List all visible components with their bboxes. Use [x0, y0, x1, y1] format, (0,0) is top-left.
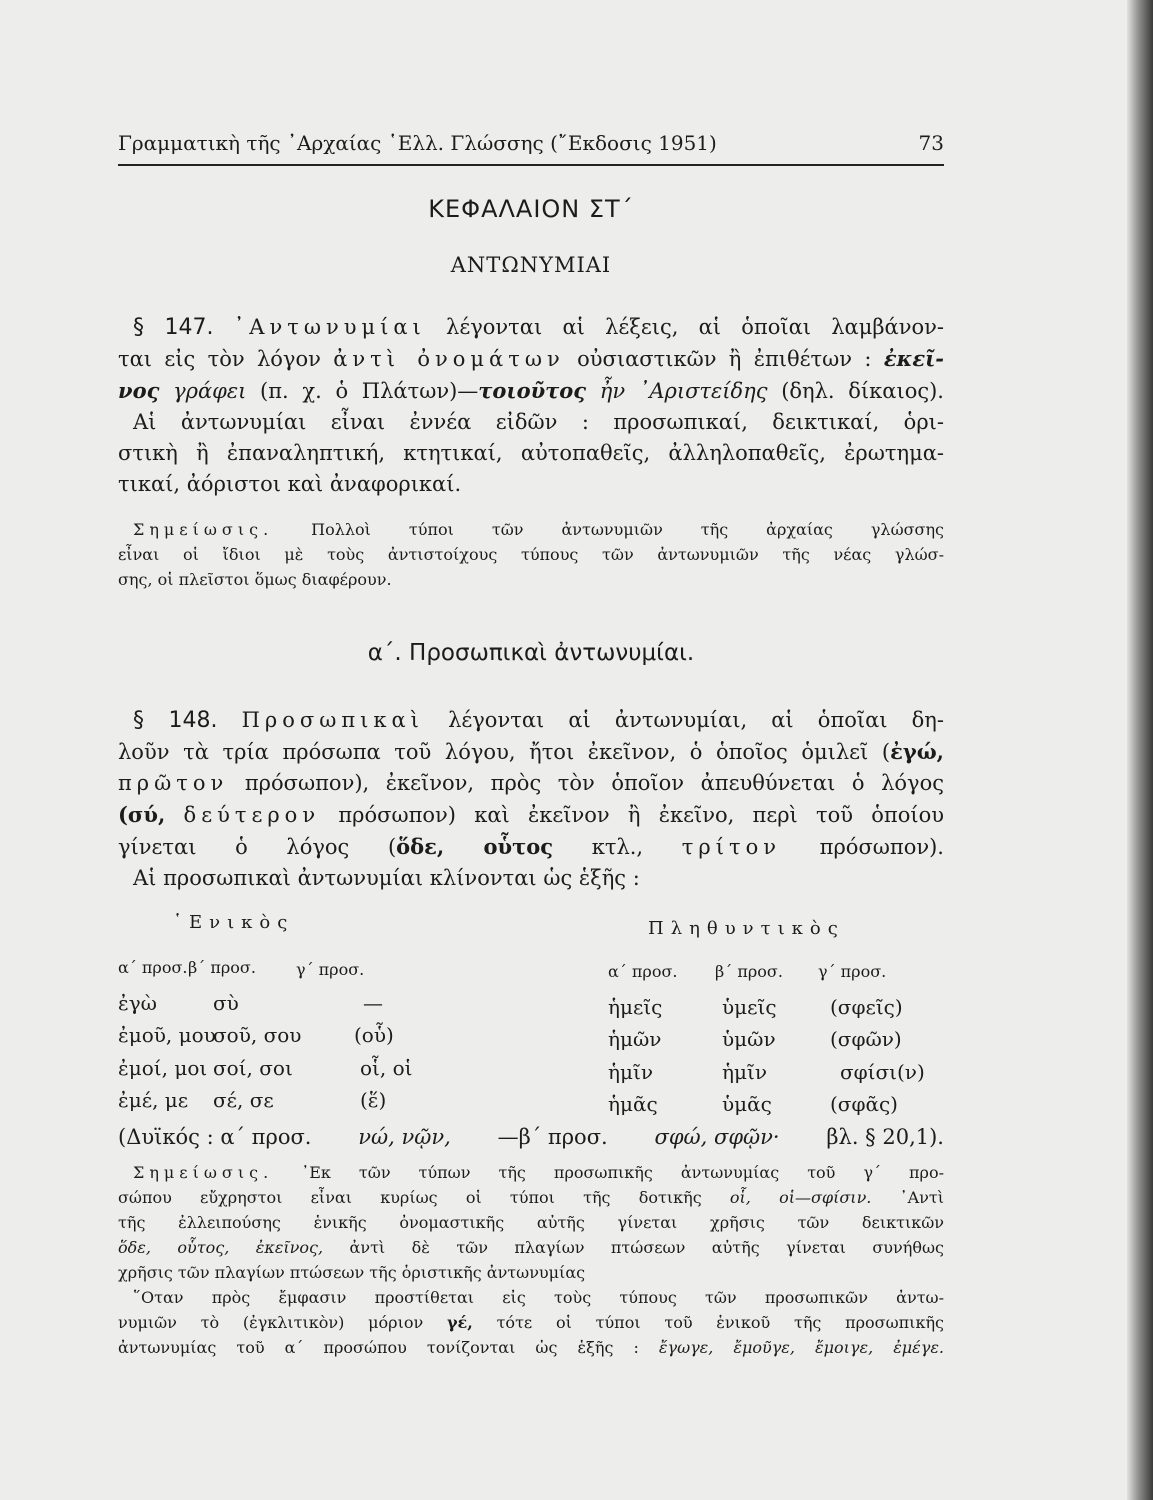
italic-span: ἦν ᾿Αριστείδης [599, 379, 768, 403]
table-cell: ἐμέ, με [118, 1088, 189, 1112]
text-line: χρῆσις τῶν πλαγίων πτώσεων τῆς ὁριστικῆς ἀντωνυμίας [118, 1263, 586, 1282]
col-label: α΄ προσ. [118, 958, 188, 977]
note-label: Σημείωσις. [133, 520, 274, 539]
table-cell: ἐγὼ [118, 991, 157, 1015]
col-label: γ΄ προσ. [818, 962, 887, 981]
col-label: γ΄ προσ. [296, 960, 365, 979]
text-span: λοῦν τὰ τρία πρόσωπα τοῦ λόγου, ἤτοι ἐκεῖνον, ὁ ὁποῖος ὁμιλεῖ ( [118, 740, 891, 764]
italic-span: νώ, νῷν, [358, 1125, 451, 1149]
spaced-term: Προσωπικαὶ [241, 708, 424, 732]
text-span: ται εἰς τὸν λόγον [118, 347, 321, 371]
table-cell: ἡμῶν [608, 1027, 662, 1051]
text-line: ῞Οταν πρὸς ἔμφασιν προστίθεται εἰς τοὺς τύπους τῶν προσωπικῶν ἀντω- [133, 1288, 944, 1307]
sub-heading: α΄. Προσωπικαὶ ἀντωνυμίαι. [367, 640, 695, 666]
bold-term: γέ, [446, 1313, 473, 1332]
italic-span: οἷ, οἱ—σφίσιν. [729, 1188, 872, 1207]
plural-heading: Πληθυντικὸς [648, 918, 845, 939]
table-cell: σὺ [213, 991, 239, 1015]
chapter-title: ΚΕΦΑΛΑΙΟΝ ΣΤ΄ [428, 195, 634, 223]
italic-span: ἔγωγε, ἔμοῦγε, ἔμοιγε, ἐμέγε. [658, 1338, 945, 1357]
table-cell: ἡμεῖς [608, 995, 663, 1019]
text-line: Αἱ προσωπικαὶ ἀντωνυμίαι κλίνονται ὡς ἑξῆς : [133, 866, 640, 890]
text-span: πρόσωπον). [819, 835, 944, 859]
page-edge-shadow [1127, 0, 1153, 1500]
table-cell: — [363, 991, 383, 1015]
note-label: Σημείωσις. [133, 1163, 274, 1182]
page-number: 73 [918, 131, 944, 155]
note-2 [118, 1160, 944, 1360]
text-span: οὐσιαστικῶν ἢ ἐπιθέτων : [577, 347, 872, 371]
running-header [118, 130, 944, 156]
text-span: (π. χ. ὁ Πλάτων)— [260, 379, 479, 403]
bold-term: ἐγώ, [890, 739, 944, 764]
text-span: ᾿Εκ τῶν τύπων τῆς προσωπικῆς ἀντωνυμίας τοῦ γ΄ προ- [301, 1163, 944, 1182]
paragraph-147 [118, 312, 944, 500]
bold-term: τοιοῦτος [478, 378, 587, 403]
singular-heading: ῾Ενικὸς [173, 912, 295, 933]
table-cell: ὑμεῖς [722, 995, 777, 1019]
table-cell: ἡμῖν [722, 1060, 767, 1084]
table-cell: ὑμῶν [722, 1027, 776, 1051]
bold-term: (σύ, [118, 802, 166, 827]
text-line: λέγονται αἱ λέξεις, αἱ ὁποῖαι λαμβάνον- [446, 315, 944, 339]
table-cell: (σφῶν) [830, 1027, 902, 1051]
bold-term: ὅδε, οὗτος [396, 834, 554, 859]
col-label: β΄ προσ. [715, 962, 783, 981]
text-span: ᾿Αντὶ [899, 1188, 944, 1207]
col-label: β΄ προσ. [188, 958, 256, 977]
text-span: (δηλ. δίκαιος). [781, 379, 944, 403]
note-1 [118, 517, 944, 592]
table-cell: ἡμῖν [608, 1060, 653, 1084]
table-cell: σφίσι(ν) [840, 1060, 925, 1084]
text-line: Αἱ ἀντωνυμίαι εἶναι ἐννέα εἰδῶν : προσωπικαί, δεικτικαί, ὁρι- [133, 410, 944, 434]
text-span: Πολλοὶ τύποι τῶν ἀντωνυμιῶν τῆς ἀρχαίας γλώσσης [311, 520, 945, 539]
bold-term: νος [118, 378, 160, 403]
table-cell: ἐμοί, μοι [118, 1056, 208, 1080]
table-cell: (οὗ) [354, 1023, 394, 1047]
text-line: εἶναι οἱ ἴδιοι μὲ τοὺς ἀντιστοίχους τύπους τῶν ἀντωνυμιῶν τῆς νέας γλώσ- [118, 545, 944, 564]
section-number: § 148. [133, 708, 218, 733]
text-span: κτλ., [591, 835, 644, 859]
text-span: τότε οἱ τύποι τοῦ ἑνικοῦ τῆς προσωπικῆς [496, 1313, 944, 1332]
text-span: (Δυϊκός : α΄ προσ. [118, 1125, 312, 1149]
section-number: § 147. [133, 315, 214, 340]
col-label: α΄ προσ. [608, 962, 678, 981]
paragraph-148 [118, 705, 944, 894]
table-cell: ὑμᾶς [722, 1092, 772, 1116]
section-title: ΑΝΤΩΝΥΜΙΑΙ [450, 253, 612, 277]
text-line: τικαί, ἀόριστοι καὶ ἀναφορικαί. [118, 472, 462, 496]
table-cell: ἡμᾶς [608, 1092, 658, 1116]
spaced-term: ἀντὶ ὀνομάτων [333, 347, 565, 371]
table-cell: ἐμοῦ, μου [118, 1023, 216, 1047]
table-cell: σοί, σοι [213, 1056, 293, 1080]
text-span: σώπου εὔχρηστοι εἶναι κυρίως οἱ τύποι τῆς δοτικῆς [118, 1188, 702, 1207]
italic-span: ὅδε, οὗτος, ἐκεῖνος, [118, 1238, 324, 1257]
spaced-term: πρῶτον [118, 771, 229, 795]
italic-span: γράφει [173, 379, 247, 403]
table-cell: σέ, σε [213, 1088, 274, 1112]
text-line: τῆς ἐλλειπούσης ἑνικῆς ὀνομαστικῆς αὐτῆς γίνεται χρῆσις τῶν δεικτικῶν [118, 1213, 944, 1232]
bold-term: ἐκεῖ- [883, 346, 944, 371]
spaced-term: τρίτον [681, 835, 781, 859]
text-span: —β΄ προσ. [497, 1125, 608, 1149]
text-span: ἀντωνυμίας τοῦ α΄ προσώπου τονίζονται ὡς ἑξῆς : [118, 1338, 639, 1357]
text-span: βλ. § 20,1). [826, 1125, 944, 1149]
spaced-term: ᾿Αντωνυμίαι [233, 315, 426, 339]
text-span: γίνεται ὁ λόγος ( [118, 835, 397, 859]
table-cell: (σφᾶς) [830, 1092, 898, 1116]
text-span: πρόσωπον) καὶ ἐκεῖνον ἢ ἐκεῖνο, περὶ τοῦ ὁποίου [338, 803, 944, 827]
table-cell: (σφεῖς) [830, 995, 903, 1019]
header-rule [118, 164, 944, 166]
spaced-term: δεύτερον [183, 803, 321, 827]
table-cell: σοῦ, σου [213, 1023, 302, 1047]
table-cell: (ἕ) [360, 1088, 387, 1112]
text-line: σης, οἱ πλεῖστοι ὅμως διαφέρουν. [118, 570, 392, 589]
table-cell: οἷ, οἱ [360, 1056, 413, 1080]
text-span: λέγονται αἱ ἀντωνυμίαι, αἱ ὁποῖαι δη- [448, 708, 944, 732]
italic-span: σφώ, σφῷν· [654, 1125, 780, 1149]
book-page [118, 0, 944, 1500]
text-span: νυμιῶν τὸ (ἐγκλιτικὸν) μόριον [118, 1313, 424, 1332]
dual-line [118, 1122, 944, 1152]
running-title: Γραμματικὴ τῆς ᾿Αρχαίας ῾Ελλ. Γλώσσης (῎Εκδοσις 1951) [118, 131, 717, 155]
text-span: πρόσωπον), ἐκεῖνον, πρὸς τὸν ὁποῖον ἀπευθύνεται ὁ λόγος [244, 771, 944, 795]
text-line: στικὴ ἢ ἐπαναληπτική, κτητικαί, αὐτοπαθεῖς, ἀλληλοπαθεῖς, ἐρωτημα- [118, 441, 944, 465]
text-span: ἀντὶ δὲ τῶν πλαγίων πτώσεων αὐτῆς γίνεται συνήθως [349, 1238, 944, 1257]
